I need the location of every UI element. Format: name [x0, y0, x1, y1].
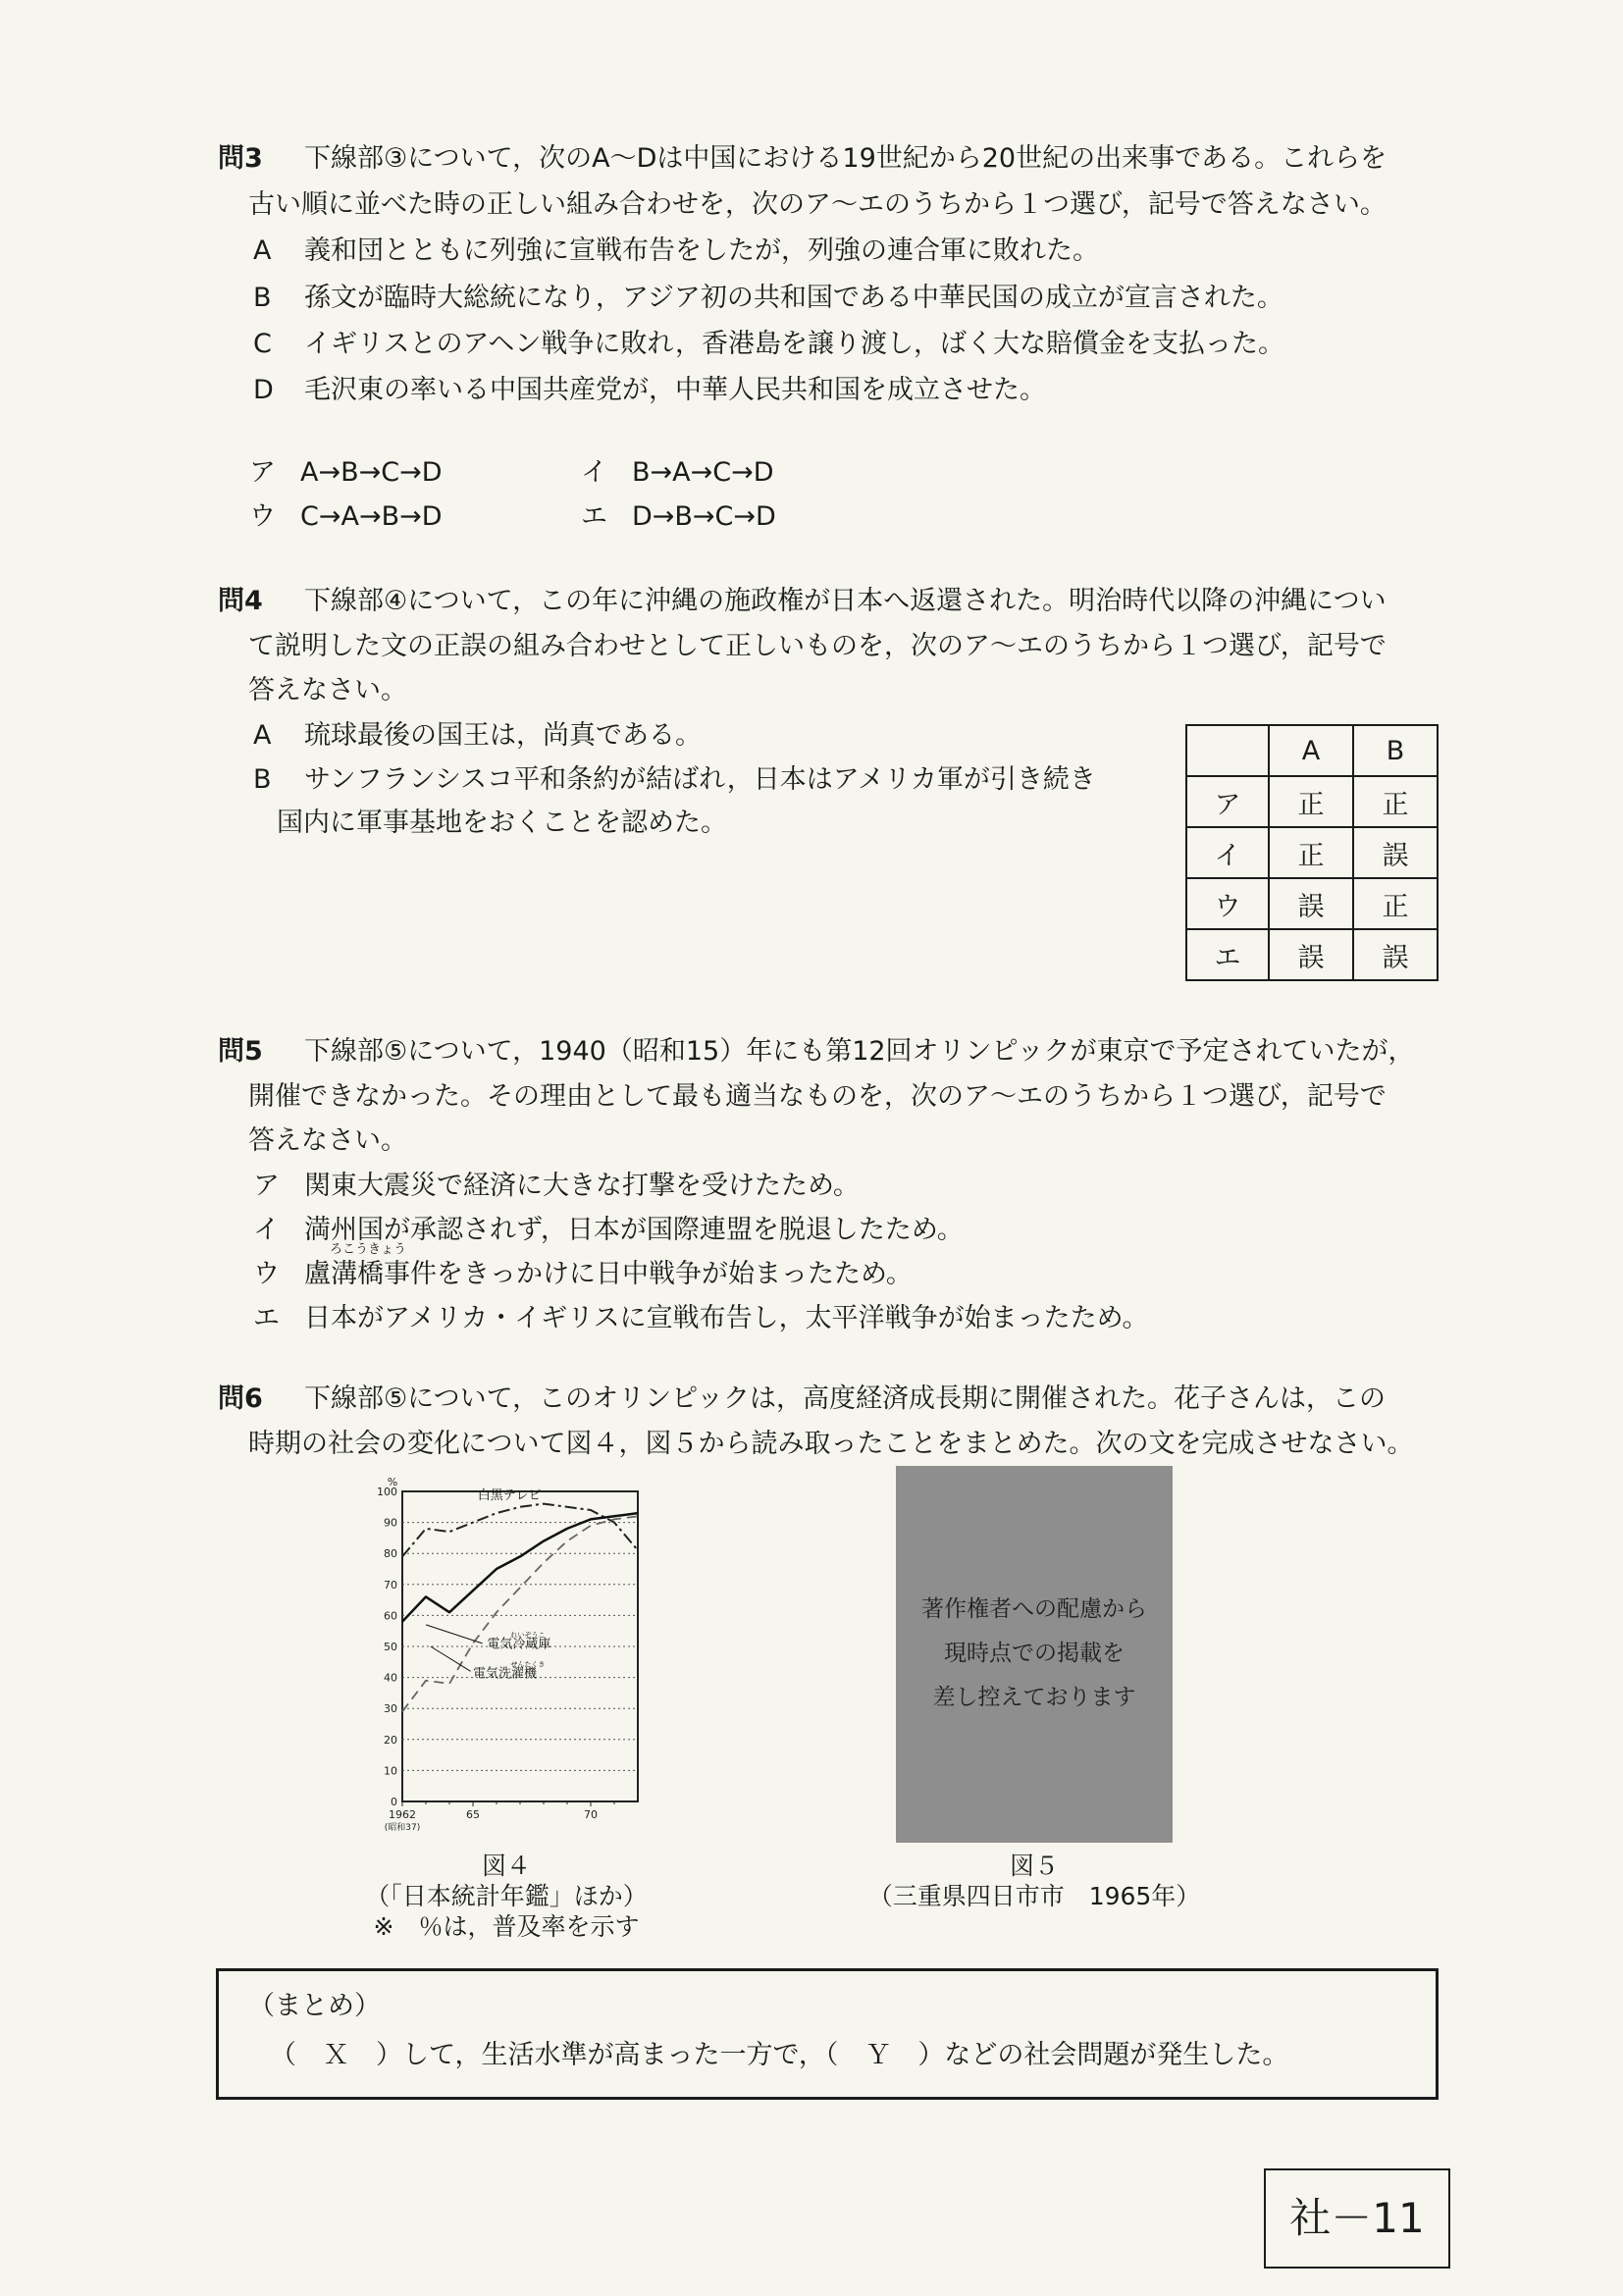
- series-label: 電気洗濯機: [473, 1666, 538, 1682]
- table-row-label: イ: [1186, 827, 1269, 878]
- chart-svg: [359, 1470, 654, 1843]
- q3-item-c: [253, 329, 1284, 360]
- item-text: 義和団とともに列強に宣戦布告をしたが，列強の連合軍に敗れた。: [304, 235, 1099, 266]
- q3-stem-line1: 下線部③について，次のA～Dは中国における19世紀から20世紀の出来事である。これらを: [304, 143, 1387, 174]
- choice-key: ウ: [249, 501, 276, 532]
- choice-text: B→A→C→D: [632, 457, 774, 488]
- x-tick-label: 1962: [389, 1808, 416, 1821]
- table-row: [1186, 776, 1438, 827]
- y-tick-label: 100: [377, 1486, 397, 1498]
- q3-choice-i: [581, 457, 774, 489]
- placeholder-line: 現時点での掲載を: [944, 1641, 1125, 1666]
- y-tick-label: 90: [384, 1516, 397, 1530]
- y-tick-label: 10: [384, 1764, 397, 1778]
- leader-line: [426, 1625, 483, 1644]
- q6-stem-line2: 時期の社会の変化について図４，図５から読み取ったことをまとめた。次の文を完成させなさい。: [248, 1429, 1414, 1459]
- choice-text: 満州国が承認されず，日本が国際連盟を脱退したため。: [304, 1215, 964, 1245]
- table-row-label: エ: [1186, 929, 1269, 980]
- choice-key: ア: [253, 1171, 280, 1201]
- choice-key: エ: [253, 1303, 280, 1333]
- item-key: B: [253, 764, 272, 795]
- q5-choice-e: [253, 1303, 1149, 1334]
- series-line: [402, 1516, 638, 1711]
- item-key: B: [253, 283, 272, 313]
- y-tick-label: 50: [384, 1641, 397, 1653]
- placeholder-line: 著作権者への配慮から: [921, 1596, 1147, 1622]
- series-label: 電気冷蔵庫: [487, 1637, 551, 1652]
- series-ruby: れいぞうこ: [510, 1631, 546, 1640]
- q4-item-b: [253, 764, 1096, 796]
- y-tick-label: 20: [384, 1733, 397, 1747]
- table-header-row: [1186, 725, 1438, 776]
- item-text: 毛沢東の率いる中国共産党が，中華人民共和国を成立させた。: [304, 375, 1046, 405]
- q5-ruby: ろこうきょう: [330, 1242, 407, 1257]
- choice-text: 盧溝橋事件をきっかけに日中戦争が始まったため。: [304, 1259, 913, 1289]
- table-cell: 正: [1269, 827, 1353, 878]
- summary-heading: （まとめ）: [248, 1991, 381, 2021]
- q5-stem-line3: 答えなさい。: [248, 1125, 407, 1156]
- placeholder-line: 差し控えております: [932, 1685, 1136, 1710]
- y-axis-unit: %: [387, 1476, 398, 1488]
- q4-stem-line3: 答えなさい。: [248, 675, 407, 705]
- table-cell: 誤: [1353, 827, 1438, 878]
- q4-number: 問4: [218, 586, 263, 616]
- choice-text: 関東大震災で経済に大きな打撃を受けたため。: [304, 1171, 860, 1201]
- table-cell: 誤: [1269, 878, 1353, 929]
- table-cell: 正: [1353, 776, 1438, 827]
- q3-item-d: [253, 375, 1046, 406]
- q4-item-b-cont: 国内に軍事基地をおくことを認めた。: [277, 808, 727, 838]
- choice-key: ア: [249, 457, 276, 488]
- table-row-label: ア: [1186, 776, 1269, 827]
- q4-item-a: [253, 720, 702, 752]
- page-number: 社－11: [1264, 2168, 1450, 2269]
- item-text: 琉球最後の国王は，尚真である。: [304, 720, 702, 751]
- q3-item-b: [253, 283, 1283, 314]
- q5-choice-a: [253, 1171, 860, 1202]
- q3-number: 問3: [218, 143, 263, 174]
- fig5-caption: 図５: [1009, 1852, 1059, 1880]
- table-corner-cell: [1186, 725, 1269, 776]
- y-tick-label: 30: [384, 1702, 397, 1716]
- y-tick-label: 40: [384, 1671, 397, 1685]
- x-tick-sublabel: (昭和37): [384, 1823, 421, 1833]
- item-key: A: [253, 235, 272, 266]
- series-label: 白黒テレビ: [477, 1487, 542, 1503]
- q5-stem-line1: 下線部⑤について，1940（昭和15）年にも第12回オリンピックが東京で予定されていたが，: [304, 1036, 1415, 1067]
- q6-number: 問6: [218, 1383, 263, 1414]
- y-tick-label: 80: [384, 1547, 397, 1561]
- table-cell: 誤: [1269, 929, 1353, 980]
- fig4-note: ※ ％は，普及率を示す: [373, 1912, 640, 1941]
- q4-stem-line2: て説明した文の正誤の組み合わせとして正しいものを，次のア～エのうちから１つ選び，記号で: [248, 631, 1387, 661]
- item-text: イギリスとのアヘン戦争に敗れ，香港島を譲り渡し，ばく大な賠償金を支払った。: [304, 329, 1284, 359]
- fig4-source: （「日本統計年鑑」ほか）: [365, 1882, 648, 1910]
- q5-choice-u: [253, 1259, 913, 1290]
- table-row: [1186, 827, 1438, 878]
- leader-line: [431, 1646, 471, 1671]
- table-cell: 誤: [1353, 929, 1438, 980]
- series-ruby: せんたくき: [510, 1660, 546, 1669]
- table-cell: 正: [1269, 776, 1353, 827]
- q3-choice-a: [249, 457, 443, 489]
- choice-text: 日本がアメリカ・イギリスに宣戦布告し，太平洋戦争が始まったため。: [304, 1303, 1149, 1333]
- choice-key: イ: [253, 1215, 280, 1245]
- table-cell: 正: [1353, 878, 1438, 929]
- q3-choice-e: [581, 501, 776, 533]
- q6-stem-line1: 下線部⑤について，このオリンピックは，高度経済成長期に開催された。花子さんは，この: [304, 1383, 1387, 1414]
- choice-key: ウ: [253, 1259, 280, 1289]
- table-header-cell: B: [1353, 725, 1438, 776]
- fig5-source: （三重県四日市市 1965年）: [867, 1882, 1201, 1910]
- item-key: D: [253, 375, 274, 405]
- appliance-diffusion-chart: [359, 1470, 654, 1843]
- summary-box: [216, 1968, 1439, 2100]
- q3-item-a: [253, 235, 1099, 267]
- q5-number: 問5: [218, 1036, 263, 1067]
- choice-key: イ: [581, 457, 607, 488]
- table-row-label: ウ: [1186, 878, 1269, 929]
- q3-stem-line2: 古い順に並べた時の正しい組み合わせを，次のア～エのうちから１つ選び，記号で答えなさい。: [248, 189, 1387, 220]
- choice-text: A→B→C→D: [300, 457, 443, 488]
- table-row: [1186, 929, 1438, 980]
- item-text: 孫文が臨時大総統になり，アジア初の共和国である中華民国の成立が宣言された。: [304, 283, 1283, 313]
- item-text: サンフランシスコ平和条約が結ばれ，日本はアメリカ軍が引き続き: [304, 764, 1096, 795]
- y-tick-label: 60: [384, 1609, 397, 1623]
- x-tick-label: 65: [466, 1808, 480, 1821]
- item-key: A: [253, 720, 272, 751]
- q4-stem-line1: 下線部④について，この年に沖縄の施政権が日本へ返還された。明治時代以降の沖縄につい: [304, 586, 1387, 616]
- photo-placeholder: [896, 1466, 1173, 1843]
- item-key: C: [253, 329, 272, 359]
- choice-text: C→A→B→D: [300, 501, 443, 532]
- table-header-cell: A: [1269, 725, 1353, 776]
- summary-text: （ Ｘ ）して，生活水準が高まった一方で，（ Ｙ ）などの社会問題が発生した。: [270, 2040, 1289, 2070]
- y-tick-label: 0: [391, 1796, 397, 1808]
- q5-stem-line2: 開催できなかった。その理由として最も適当なものを，次のア～エのうちから１つ選び，記号で: [248, 1081, 1387, 1112]
- true-false-table: [1185, 724, 1439, 981]
- fig4-caption: 図４: [481, 1852, 531, 1880]
- choice-key: エ: [581, 501, 607, 532]
- choice-text: D→B→C→D: [632, 501, 776, 532]
- table-row: [1186, 878, 1438, 929]
- x-tick-label: 70: [584, 1808, 598, 1821]
- q3-choice-u: [249, 501, 443, 533]
- y-tick-label: 70: [384, 1578, 397, 1592]
- series-line: [402, 1504, 638, 1557]
